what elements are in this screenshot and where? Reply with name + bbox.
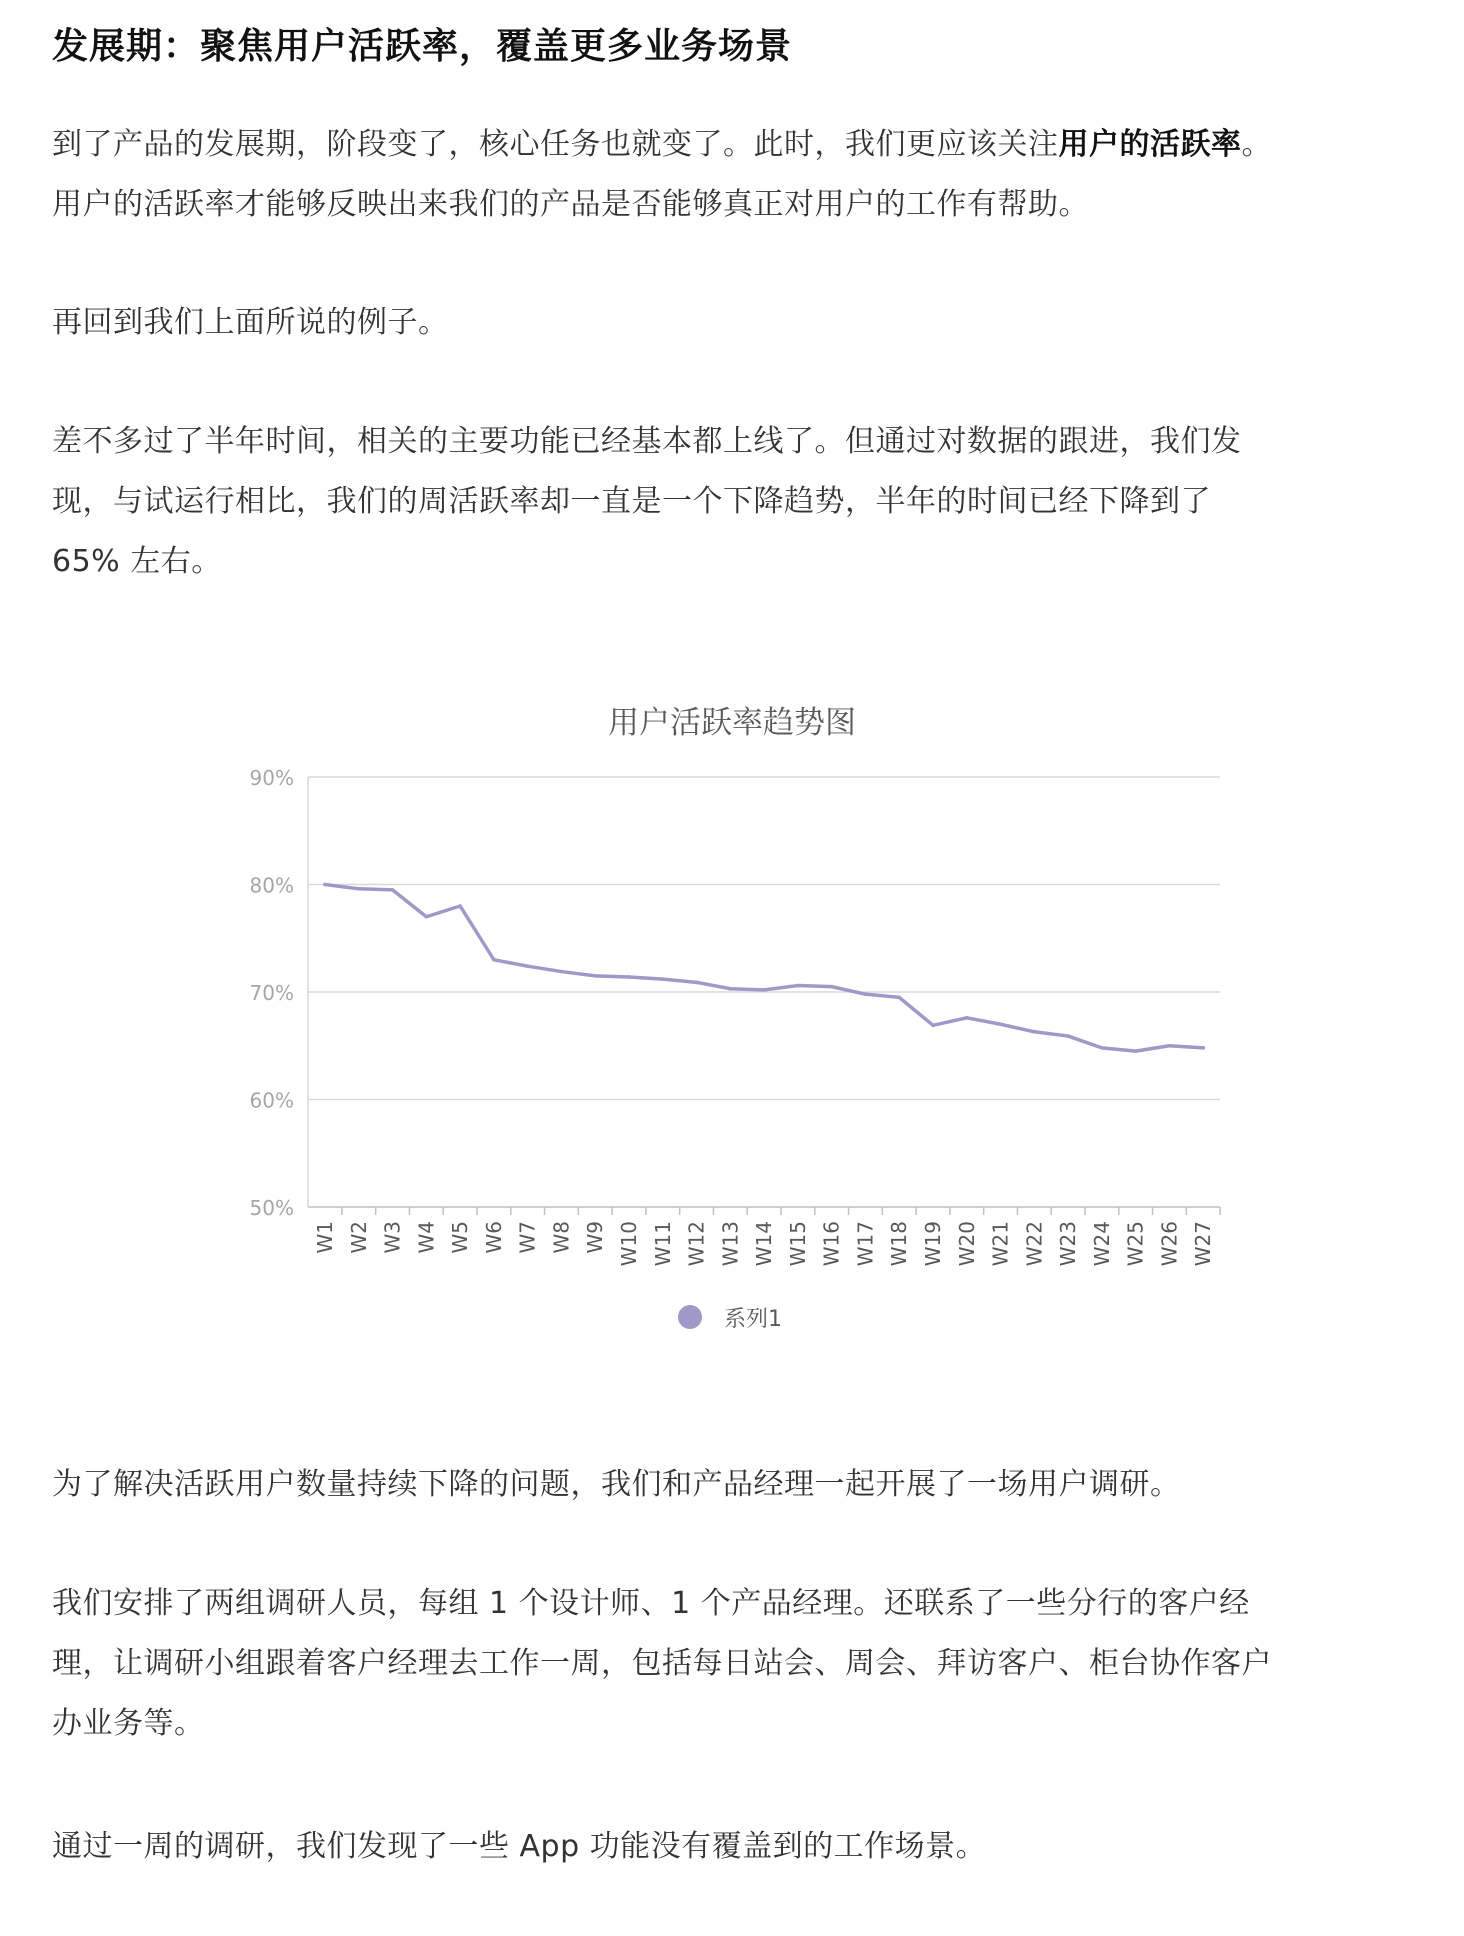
data-point [897, 996, 901, 1000]
p3-line1: 差不多过了半年时间，相关的主要功能已经基本都上线了。但通过对数据的跟进，我们发 [52, 424, 1242, 459]
data-point [425, 915, 429, 919]
x-tick-label: W14 [752, 1221, 777, 1267]
data-point [1134, 1049, 1138, 1053]
y-tick-label: 80% [249, 873, 294, 898]
chart-y-axis-labels [250, 766, 294, 1220]
x-tick-label: W2 [346, 1221, 371, 1254]
y-tick-label: 70% [249, 981, 294, 1005]
legend-marker-series1 [678, 1305, 702, 1329]
data-point [391, 888, 395, 892]
data-point [593, 974, 597, 978]
data-point [323, 883, 327, 887]
paragraph-uncovered-scenarios: 通过一周的调研，我们发现了一些 App 功能没有覆盖到的工作场景。 [52, 1829, 987, 1864]
x-tick-label: W16 [819, 1221, 844, 1267]
x-tick-label: W10 [617, 1221, 641, 1267]
chart-x-axis [313, 1207, 1220, 1266]
data-point [864, 992, 868, 996]
x-tick-label: W8 [549, 1221, 574, 1254]
data-point [1033, 1030, 1037, 1034]
paragraph-back-to-example: 再回到我们上面所说的例子。 [52, 305, 449, 340]
x-tick-label: W26 [1157, 1221, 1182, 1267]
data-point [1100, 1046, 1104, 1050]
x-tick-label: W13 [718, 1221, 743, 1267]
x-tick-label: W4 [414, 1221, 439, 1254]
p5-line3: 办业务等。 [52, 1706, 205, 1741]
p5-line1: 我们安排了两组调研人员，每组 1 个设计师、1 个产品经理。还联系了一些分行的客户经 [52, 1586, 1250, 1621]
p3-line3: 65% 左右。 [52, 544, 222, 579]
data-point [492, 958, 496, 962]
x-tick-label: W24 [1089, 1221, 1114, 1267]
data-point [458, 904, 462, 908]
series-line-1 [325, 885, 1203, 1052]
paragraph-user-research: 为了解决活跃用户数量持续下降的问题，我们和产品经理一起开展了一场用户调研。 [52, 1467, 1181, 1502]
p5-line2: 理，让调研小组跟着客户经理去工作一周，包括每日站会、周会、拜访客户、柜台协作客户 [52, 1646, 1272, 1681]
x-tick-label: W12 [684, 1221, 709, 1267]
data-point [796, 984, 800, 988]
p1-text-c: 。 [1241, 127, 1272, 162]
x-tick-label: W1 [313, 1221, 337, 1254]
data-point [965, 1016, 969, 1020]
x-tick-label: W25 [1123, 1221, 1148, 1267]
data-point [661, 977, 665, 981]
data-point [999, 1022, 1003, 1026]
data-point [762, 988, 766, 992]
x-tick-label: W3 [380, 1221, 405, 1254]
data-point [1201, 1046, 1205, 1050]
x-tick-label: W9 [583, 1221, 608, 1254]
legend-label-series1: 系列1 [724, 1307, 782, 1332]
data-point [729, 987, 733, 991]
active-rate-line-chart [52, 680, 1252, 1360]
data-point [526, 964, 530, 968]
data-point [1066, 1034, 1070, 1038]
data-point [357, 887, 361, 891]
x-tick-label: W19 [921, 1221, 945, 1267]
paragraph-decline-finding [52, 412, 1242, 592]
x-tick-label: W15 [785, 1221, 810, 1267]
chart-gridlines [308, 777, 1220, 1207]
data-point [931, 1024, 935, 1028]
x-tick-label: W18 [887, 1221, 912, 1267]
p1-text-a: 到了产品的发展期，阶段变了，核心任务也就变了。此时，我们更应该关注 [52, 127, 1059, 162]
data-point [1168, 1044, 1172, 1048]
x-tick-label: W11 [650, 1221, 675, 1267]
paragraph-research-setup [52, 1574, 1272, 1754]
p1-line2: 用户的活跃率才能够反映出来我们的产品是否能够真正对用户的工作有帮助。 [52, 187, 1089, 222]
x-tick-label: W6 [481, 1221, 506, 1254]
y-tick-label: 60% [249, 1088, 294, 1113]
data-point [695, 981, 699, 985]
x-tick-label: W17 [853, 1221, 878, 1267]
x-tick-label: W20 [954, 1221, 979, 1267]
chart-legend [678, 1305, 782, 1332]
data-point [627, 975, 631, 979]
chart-series-layer [323, 883, 1205, 1053]
x-tick-label: W7 [515, 1221, 540, 1254]
paragraph-active-rate-focus [52, 115, 1272, 235]
x-tick-label: W22 [1022, 1221, 1047, 1267]
data-point [560, 970, 564, 974]
section-heading: 发展期：聚焦用户活跃率，覆盖更多业务场景 [52, 26, 793, 67]
p1-bold-phrase: 用户的活跃率 [1058, 127, 1242, 162]
x-tick-label: W27 [1191, 1221, 1216, 1267]
chart-title: 用户活跃率趋势图 [608, 705, 856, 741]
x-tick-label: W21 [988, 1221, 1013, 1267]
p3-line2: 现，与试运行相比，我们的周活跃率却一直是一个下降趋势，半年的时间已经下降到了 [52, 484, 1211, 519]
y-tick-label: 90% [249, 766, 294, 790]
x-tick-label: W23 [1056, 1221, 1081, 1267]
y-tick-label: 50% [249, 1196, 294, 1220]
data-point [830, 985, 834, 989]
x-tick-label: W5 [448, 1221, 473, 1254]
